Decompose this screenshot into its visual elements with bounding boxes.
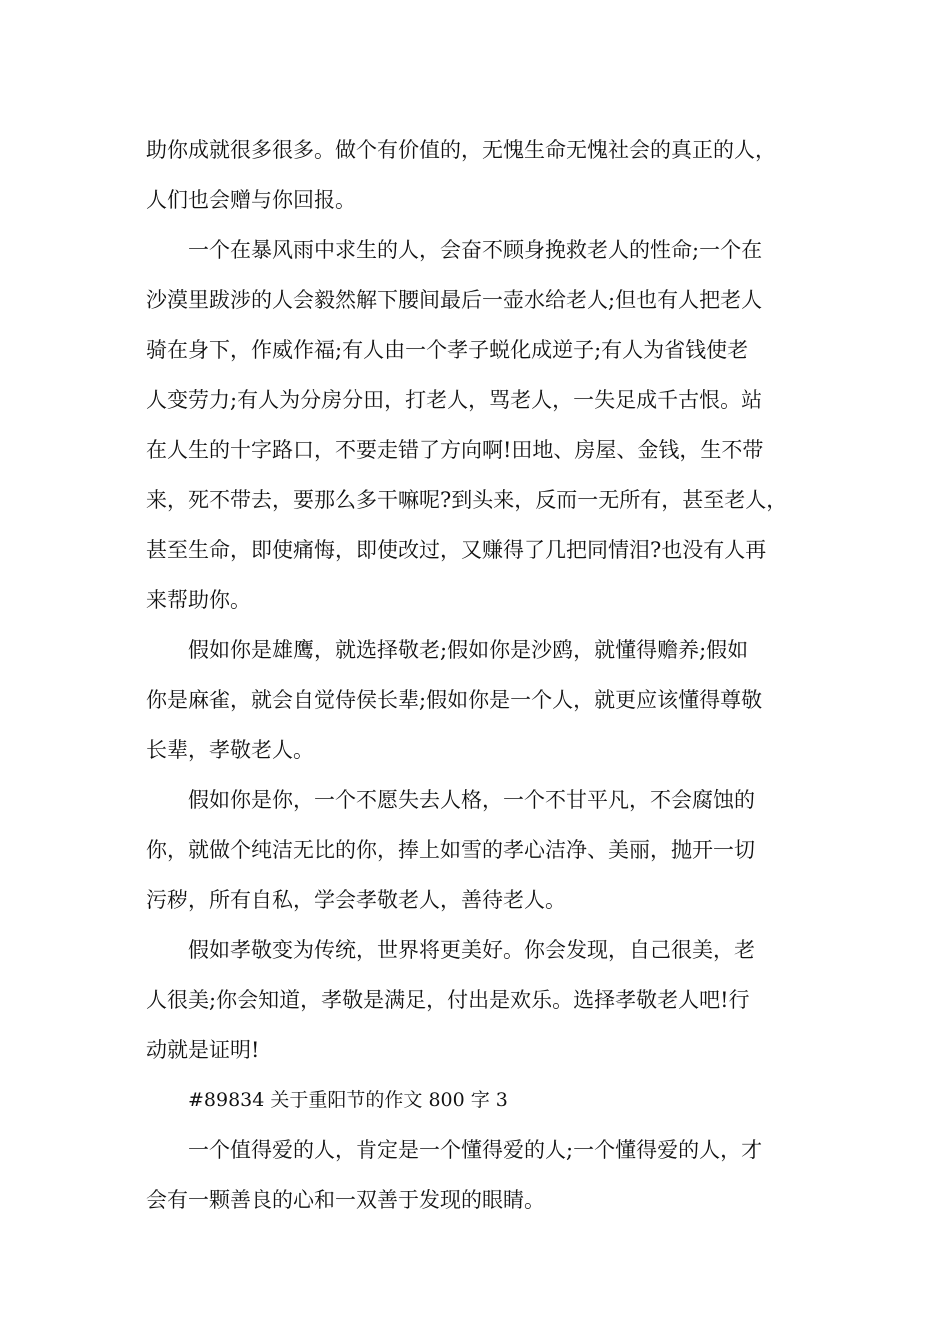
text-line: 人很美;你会知道，孝敬是满足，付出是欢乐。选择孝敬老人吧!行 (146, 988, 750, 1012)
text-line: 你是麻雀，就会自觉侍侯长辈;假如你是一个人，就更应该懂得尊敬 (146, 688, 763, 712)
paragraph-first-line: 假如你是雄鹰，就选择敬老;假如你是沙鸥，就懂得赡养;假如 (188, 638, 749, 662)
text-line: 甚至生命，即使痛悔，即使改过，又赚得了几把同情泪?也没有人再 (146, 538, 767, 562)
text-line: 人们也会赠与你回报。 (146, 188, 356, 212)
text-line: 在人生的十字路口，不要走错了方向啊!田地、房屋、金钱，生不带 (146, 438, 764, 462)
text-line: 来帮助你。 (146, 588, 251, 612)
text-line: 助你成就很多很多。做个有价值的，无愧生命无愧社会的真正的人， (146, 138, 776, 162)
text-line: 你，就做个纯洁无比的你，捧上如雪的孝心洁净、美丽，抛开一切 (146, 838, 755, 862)
text-line: 沙漠里跋涉的人会毅然解下腰间最后一壶水给老人;但也有人把老人 (146, 288, 763, 312)
text-line: 来，死不带去，要那么多干嘛呢?到头来，反而一无所有，甚至老人， (146, 488, 788, 512)
text-line: 骑在身下，作威作福;有人由一个孝子蜕化成逆子;有人为省钱使老 (146, 338, 749, 362)
paragraph-first-line: 一个在暴风雨中求生的人，会奋不顾身挽救老人的性命;一个在 (188, 238, 763, 262)
text-line: 长辈，孝敬老人。 (146, 738, 314, 762)
paragraph-first-line: 一个值得爱的人，肯定是一个懂得爱的人;一个懂得爱的人，才 (188, 1138, 763, 1162)
text-line: 会有一颗善良的心和一双善于发现的眼睛。 (146, 1188, 545, 1212)
text-line: 污秽，所有自私，学会孝敬老人，善待老人。 (146, 888, 566, 912)
paragraph-first-line: 假如孝敬变为传统，世界将更美好。你会发现，自己很美，老 (188, 938, 755, 962)
paragraph-first-line: 假如你是你，一个不愿失去人格，一个不甘平凡，不会腐蚀的 (188, 788, 755, 812)
section-heading: #89834 关于重阳节的作文 800 字 3 (188, 1089, 508, 1111)
text-line: 人变劳力;有人为分房分田，打老人，骂老人，一失足成千古恨。站 (146, 388, 763, 412)
text-line: 动就是证明! (146, 1038, 260, 1062)
